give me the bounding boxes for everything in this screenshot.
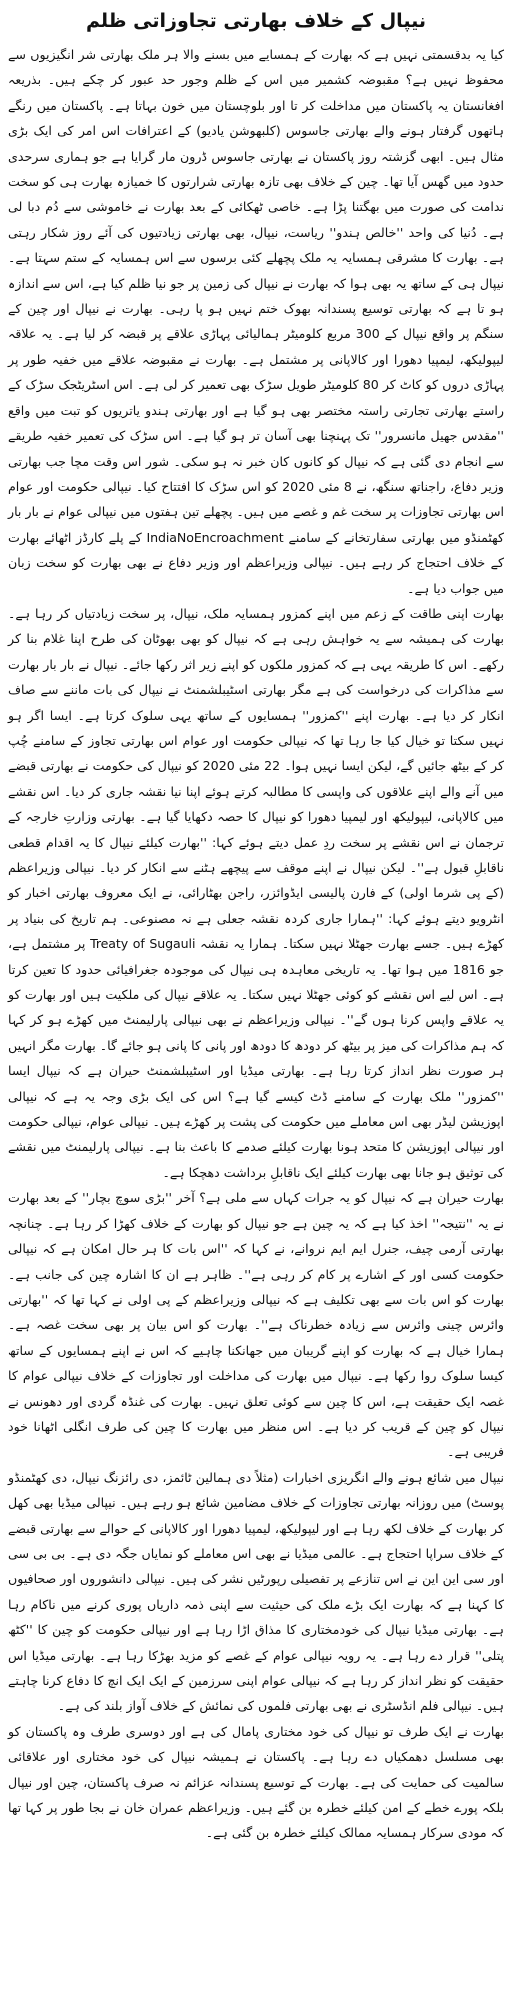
article-paragraph-2: بھارت اپنی طاقت کے زعم میں اپنے کمزور ہمسایہ ملک، نیپال، پر سخت زیادتیاں کر رہا ہے۔ بھارت کی ہمیشہ سے یہ خواہش رہی ہے کہ نیپال کو بھی بھوٹان کی طرح اپنا غلام بنا کر رکھے۔ اس کا طریقہ یہی ہے کہ کمزور ملکوں کو اپنے زیر اثر رکھا جائے۔ نیپال نے بار بار بھارت سے مذاکرات کی درخواست کی ہے مگر بھارتی اسٹیبلشمنٹ نے نیپال کی بات ماننے سے صاف انکار کر دیا ہے۔ بھارت اپنے ''کمزور'' ہمسایوں کے ساتھ یہی سلوک کرتا ہے۔ ایسا اگر ہو نہیں سکتا تو خیال کیا جا رہا تھا کہ نیپالی حکومت اور عوام اس بھارتی تجاوز کے سامنے چُپ کر کے بیٹھ جائیں گے، لیکن ایسا نہیں ہوا۔ 22 مئی 2020 کو نیپال کی حکومت نے بھارتی قبضے میں آنے والے اپنے علاقوں کی واپسی کا مطالبہ کرتے ہوئے اپنا نیا نقشہ جاری کر دیا۔ اس نقشے میں کالاپانی، لیپولیکھ اور لیمپیا دھورا کو نیپال کا حصہ دکھایا گیا ہے۔ بھارتی وزارتِ خارجہ کے ترجمان نے اس نقشے پر سخت ردِ عمل دیتے ہوئے کہا: ''بھارت کیلئے نیپال کا یہ اقدام قطعی ناقابلِ قبول ہے''۔ لیکن نیپال نے اپنے موقف سے پیچھے ہٹنے سے انکار کر دیا۔ نیپالی وزیراعظم (کے پی شرما اولی) کے فارن پالیسی ایڈوائزر، راجن بھٹارائی، نے ایک معروف بھارتی اخبار کو انٹرویو دیتے ہوئے کہا: ''ہمارا جاری کردہ نقشہ جعلی ہے نہ مصنوعی۔ ہم تاریخ کی بنیاد پر کھڑے ہیں۔ جسے بھارت جھٹلا نہیں سکتا۔ ہمارا یہ نقشہ Treaty of Sugauli پر مشتمل ہے، جو 1816 میں ہوا تھا۔ یہ تاریخی معاہدہ ہی نیپال کی موجودہ جغرافیائی حدود کا تعین کرتا ہے۔ اس لیے اس نقشے کو کوئی جھٹلا نہیں سکتا۔ یہ علاقے نیپال کی ملکیت ہیں اور بھارت کو یہ علاقے واپس کرنا ہوں گے''۔ نیپالی وزیراعظم نے بھی نیپالی پارلیمنٹ میں کھڑے ہو کر کہا کہ ہم مذاکرات کی میز پر بیٹھ کر دودھ کا دودھ اور پانی کا پانی ہو جائے گا۔ بھارت مگر انہیں ہر صورت نظر انداز کرتا رہا ہے۔ بھارتی میڈیا اور اسٹیبلشمنٹ حیران ہے کہ نیپال ایسا ''کمزور'' ملک بھارت کے سامنے ڈٹ کیسے گیا ہے؟ اس کی ایک بڑی وجہ یہ ہے کہ نیپالی اپوزیشن لیڈر بھی اس معاملے میں حکومت کی پشت پر کھڑے ہیں۔ نیپالی عوام، نیپالی حکومت اور نیپالی اپوزیشن کا متحد ہونا بھارت کیلئے صدمے کا باعث بنا ہے۔ نیپالی پارلیمنٹ میں نقشے کی توثیق ہو جانا بھی بھارت کیلئے ایک ناقابلِ برداشت دھچکا ہے۔ [8,605,504,1180]
article-paragraph-1: کیا یہ بدقسمتی نہیں ہے کہ بھارت کے ہمسایے میں بسنے والا ہر ملک بھارتی شر انگیزیوں سے محفوظ نہیں ہے؟ مقبوضہ کشمیر میں اس کے ظلم وجور حد عبور کر چکے ہیں۔ بذریعہ افغانستان یہ پاکستان میں مداخلت کر تا اور بلوچستان میں خون بہاتا ہے۔ پاکستان میں رنگے ہاتھوں گرفتار ہونے والے بھارتی جاسوس (کلبھوشن یادیو) کے اعترافات اس امر کی ایک بڑی مثال ہیں۔ ابھی گزشتہ روز پاکستان نے بھارتی جاسوس ڈرون مار گرایا ہے جو ہماری سرحدی حدود میں گھس آیا تھا۔ چین کے خلاف بھی تازہ بھارتی شرارتوں کا خمیازہ بھارت ہی کو سخت ندامت کی صورت میں بھگتنا پڑا ہے۔ خاصی ٹھکائی کے بعد بھارت نے خاموشی سے دُم دبا لی ہے۔ دُنیا کی واحد ''خالص ہندو'' ریاست، نیپال، بھی بھارتی زیادتیوں کی آئے روز شکار رہتی ہے۔ بھارت کا مشرقی ہمسایہ یہ ملک پچھلے کئی برسوں سے اس ہمسایہ کے ستم سہتا ہے۔ نیپال ہی کے ساتھ یہ بھی ہوا کہ بھارت نے نیپال کی زمین پر جو نیا ظلم کیا ہے، اس سے اندازہ ہو تا ہے کہ بھارتی توسیع پسندانہ بھوک ختم نہیں ہو پا رہی۔ بھارت نے نیپال اور چین کے سنگم پر واقع نیپال کے 300 مربع کلومیٹر ہمالیائی پہاڑی علاقے پر قبضہ کر لیا ہے۔ یہ علاقہ لیپولیکھ، لیمپیا دھورا اور کالاپانی پر مشتمل ہے۔ بھارت نے مقبوضہ علاقے میں خفیہ طور پر پہاڑی دروں کو کاٹ کر 80 کلومیٹر طویل سڑک بھی تعمیر کر لی ہے۔ اس اسٹریٹجک سڑک کے راستے بھارتی تجارتی راستہ مختصر بھی ہو گیا ہے اور بھارتی ہندو یاتریوں کو تبت میں واقع ''مقدس جھیل مانسرور'' تک پہنچنا بھی آسان تر ہو گیا ہے۔ اس سڑک کی تعمیر خفیہ طریقے سے انجام دی گئی ہے کہ نیپال کو کانوں کان خبر نہ ہو سکی۔ شور اس وقت مچا جب بھارتی وزیر دفاع، راجناتھ سنگھ، نے 8 مئی 2020 کو اس سڑک کا افتتاح کیا۔ نیپالی حکومت اور عوام اس بھارتی تجاوزات پر سخت غم و غصے میں ہیں۔ پچھلے تین ہفتوں میں نیپالی عوام نے بار بار کھٹمنڈو میں بھارتی سفارتخانے کے سامنے IndiaNoEncroachment کے پلے کارڈز اٹھائے بھارت کے خلاف احتجاج کر رہے ہیں۔ نیپالی وزیراعظم اور وزیر دفاع نے بھی بھارت کو سخت زبان میں جواب دیا ہے۔ [8,47,504,596]
article-paragraph-3: بھارت حیران ہے کہ نیپال کو یہ جرات کہاں سے ملی ہے؟ آخر ''بڑی سوچ بچار'' کے بعد بھارت نے یہ ''نتیجہ'' اخذ کیا ہے کہ یہ چین ہے جو نیپال کو بھارت کے خلاف کھڑا کر رہا ہے۔ چنانچہ بھارتی آرمی چیف، جنرل ایم ایم نروانے، نے کہا کہ ''اس بات کا ہر حال امکان ہے کہ نیپالی حکومت کسی اور کے اشارے پر کام کر رہی ہے''۔ ظاہر ہے ان کا اشارہ چین کی جانب ہے۔ بھارت کو اس بات سے بھی تکلیف ہے کہ نیپالی وزیراعظم کے پی اولی نے کہا تھا کہ ''بھارتی وائرس چینی وائرس سے زیادہ خطرناک ہے''۔ بھارت کو اس بیان پر بھی سخت غصہ ہے۔ ہمارا خیال ہے کہ بھارت کو اپنے گریبان میں جھانکنا چاہیے کہ اس نے اپنے ہمسایوں کے ساتھ کیسا سلوک روا رکھا ہے۔ نیپال میں بھارت کی مداخلت اور تجاوزات کے خلاف نیپالی عوام کا غصہ ایک حقیقت ہے، اس کا چین سے کوئی تعلق نہیں۔ بھارت کی غنڈہ گردی اور دھونس نے نیپال کو چین کے قریب کر دیا ہے۔ اس منظر میں بھارت کا چین کی طرف انگلی اٹھانا خود فریبی ہے۔ [8,1190,504,1460]
article-paragraph-4: نیپال میں شائع ہونے والے انگریزی اخبارات (مثلاً دی ہمالین ٹائمز، دی رائزنگ نیپال، دی کھٹمنڈو پوسٹ) میں روزانہ بھارتی تجاوزات کے خلاف مضامین شائع ہو رہے ہیں۔ نیپالی میڈیا بھی کھل کر بھارت کے خلاف لکھ رہا ہے اور لیپولیکھ، لیمپیا دھورا اور کالاپانی کے حوالے سے بھارتی قبضے کے خلاف سراپا احتجاج ہے۔ عالمی میڈیا نے بھی اس معاملے کو نمایاں جگہ دی ہے۔ بی بی سی اور سی این این نے اس تنازعے پر تفصیلی رپورٹیں نشر کی ہیں۔ نیپالی دانشوروں اور صحافیوں کا کہنا ہے کہ بھارت ایک بڑے ملک کی حیثیت سے اپنی ذمہ داریاں پوری کرنے میں ناکام رہا ہے۔ بھارتی میڈیا نیپال کی خودمختاری کا مذاق اڑا رہا ہے اور نیپالی حکومت کو چین کا ''کٹھ پتلی'' قرار دے رہا ہے۔ یہ رویہ نیپالی عوام کے غصے کو مزید بھڑکا رہا ہے۔ بھارتی میڈیا اس حقیقت کو نظر انداز کر رہا ہے کہ نیپالی عوام اپنی سرزمین کے ایک ایک انچ کا دفاع کرنا چاہتے ہیں۔ نیپالی فلم انڈسٹری نے بھی بھارتی فلموں کی نمائش کے خلاف آواز بلند کی ہے۔ [8,1469,504,1714]
article-paragraph-5: بھارت نے ایک طرف تو نیپال کی خود مختاری پامال کی ہے اور دوسری طرف وہ پاکستان کو بھی مسلسل دھمکیاں دے رہا ہے۔ پاکستان نے ہمیشہ نیپال کی خود مختاری اور علاقائی سالمیت کی حمایت کی ہے۔ بھارت کے توسیع پسندانہ عزائم نہ صرف پاکستان، چین اور نیپال بلکہ پورے خطے کے امن کیلئے خطرہ بن گئے ہیں۔ وزیراعظم عمران خان نے بجا طور پر کہا تھا کہ مودی سرکار ہمسایہ ممالک کیلئے خطرہ بن گئی ہے۔ [8,1723,504,1841]
article-title: نیپال کے خلاف بھارتی تجاوزاتی ظلم [86,10,426,32]
